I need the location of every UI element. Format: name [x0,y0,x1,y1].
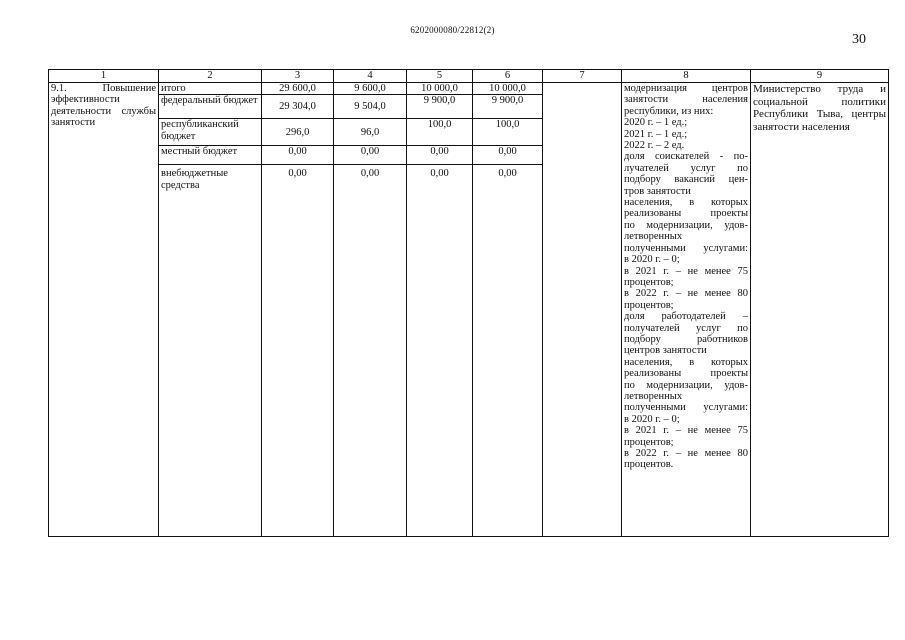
results-line: процентов; [624,276,674,288]
source-cell: республиканский бюджет [159,119,262,146]
results-line: модернизация центров [624,83,748,94]
program-table [48,69,889,537]
year-2020-cell: 0,00 [334,146,407,165]
results-line: в 2020 г. – 0; [624,254,680,266]
year-2020-cell: 9 504,0 [334,95,407,119]
source-cell: итого [159,83,262,95]
total-cell: 29 304,0 [262,95,334,119]
results-line: в 2022 г. – не менее 80 [624,288,748,300]
results-line: в 2020 г. – 0; [624,413,680,425]
year-2022-cell: 0,00 [473,146,543,165]
responsible-cell: Министерство труда и социальной политики Республики Тыва, центры занятости населения [751,83,889,537]
results-line: тров занятости [624,185,691,197]
results-line: доля соискателей - по- [624,151,748,163]
total-cell: 29 600,0 [262,83,334,95]
header-cell-8: 8 [622,70,751,83]
results-line: центров занятости [624,345,707,357]
results-line: доля работодателей – [624,311,748,323]
results-line: подбору вакансий цен- [624,174,748,186]
header-cell-7: 7 [543,70,622,83]
source-cell: внебюджетные средства [159,165,262,537]
results-line: по модернизации, удов- [624,219,748,231]
results-line: по модернизации, удов- [624,379,748,391]
year-2021-cell: 100,0 [407,119,473,146]
results-line: процентов. [624,459,674,471]
measure-name-cell: 9.1. Повышение эффективности деятельности службы занятости [49,83,159,537]
year-2022-cell: 10 000,0 [473,83,543,95]
header-cell-4: 4 [334,70,407,83]
year-2021-cell: 0,00 [407,146,473,165]
results-line: процентов; [624,436,674,448]
header-cell-3: 3 [262,70,334,83]
results-line: полученными услугами: [624,402,748,414]
total-cell: 0,00 [262,165,334,537]
source-cell: местный бюджет [159,146,262,165]
table-row-total [49,83,889,95]
results-line: получателей услуг по [624,322,748,334]
header-row [49,70,889,83]
header-cell-5: 5 [407,70,473,83]
header-cell-6: 6 [473,70,543,83]
year-2020-cell: 9 600,0 [334,83,407,95]
results-line: в 2021 г. – не менее 75 [624,425,748,437]
document-code: 6202000080/22812(2) [410,25,495,35]
results-line: лучателей услуг по [624,162,748,174]
results-line: республики, из них: [624,105,714,117]
source-cell: федеральный бюджет [159,95,262,119]
results-line: реализованы проекты [624,368,748,380]
header-cell-2: 2 [159,70,262,83]
year-2021-cell: 9 900,0 [407,95,473,119]
total-cell: 296,0 [262,119,334,146]
results-line: летворенных [624,390,683,402]
results-line: процентов; [624,299,674,311]
results-line: 2021 г. – 1 ед.; [624,128,688,140]
results-line: летворенных [624,231,683,243]
page-number: 30 [852,32,866,47]
column-7-cell [543,83,622,537]
results-line: реализованы проекты [624,208,748,220]
header-cell-1: 1 [49,70,159,83]
results-line: полученными услугами: [624,242,748,254]
results-line: подбору работников [624,333,748,345]
header-cell-9: 9 [751,70,889,83]
results-line: населения, в которых [624,356,748,368]
results-line: в 2022 г. – не менее 80 [624,448,748,459]
year-2020-cell: 0,00 [334,165,407,537]
results-line: в 2021 г. – не менее 75 [624,265,748,277]
results-line: занятости населения [624,94,748,106]
total-cell: 0,00 [262,146,334,165]
year-2020-cell: 96,0 [334,119,407,146]
results-cell [622,83,751,537]
results-line: 2022 г. – 2 ед. [624,140,685,152]
year-2022-cell: 0,00 [473,165,543,537]
year-2021-cell: 10 000,0 [407,83,473,95]
results-line: 2020 г. – 1 ед.; [624,117,688,129]
year-2022-cell: 9 900,0 [473,95,543,119]
year-2021-cell: 0,00 [407,165,473,537]
results-line: населения, в которых [624,197,748,209]
year-2022-cell: 100,0 [473,119,543,146]
